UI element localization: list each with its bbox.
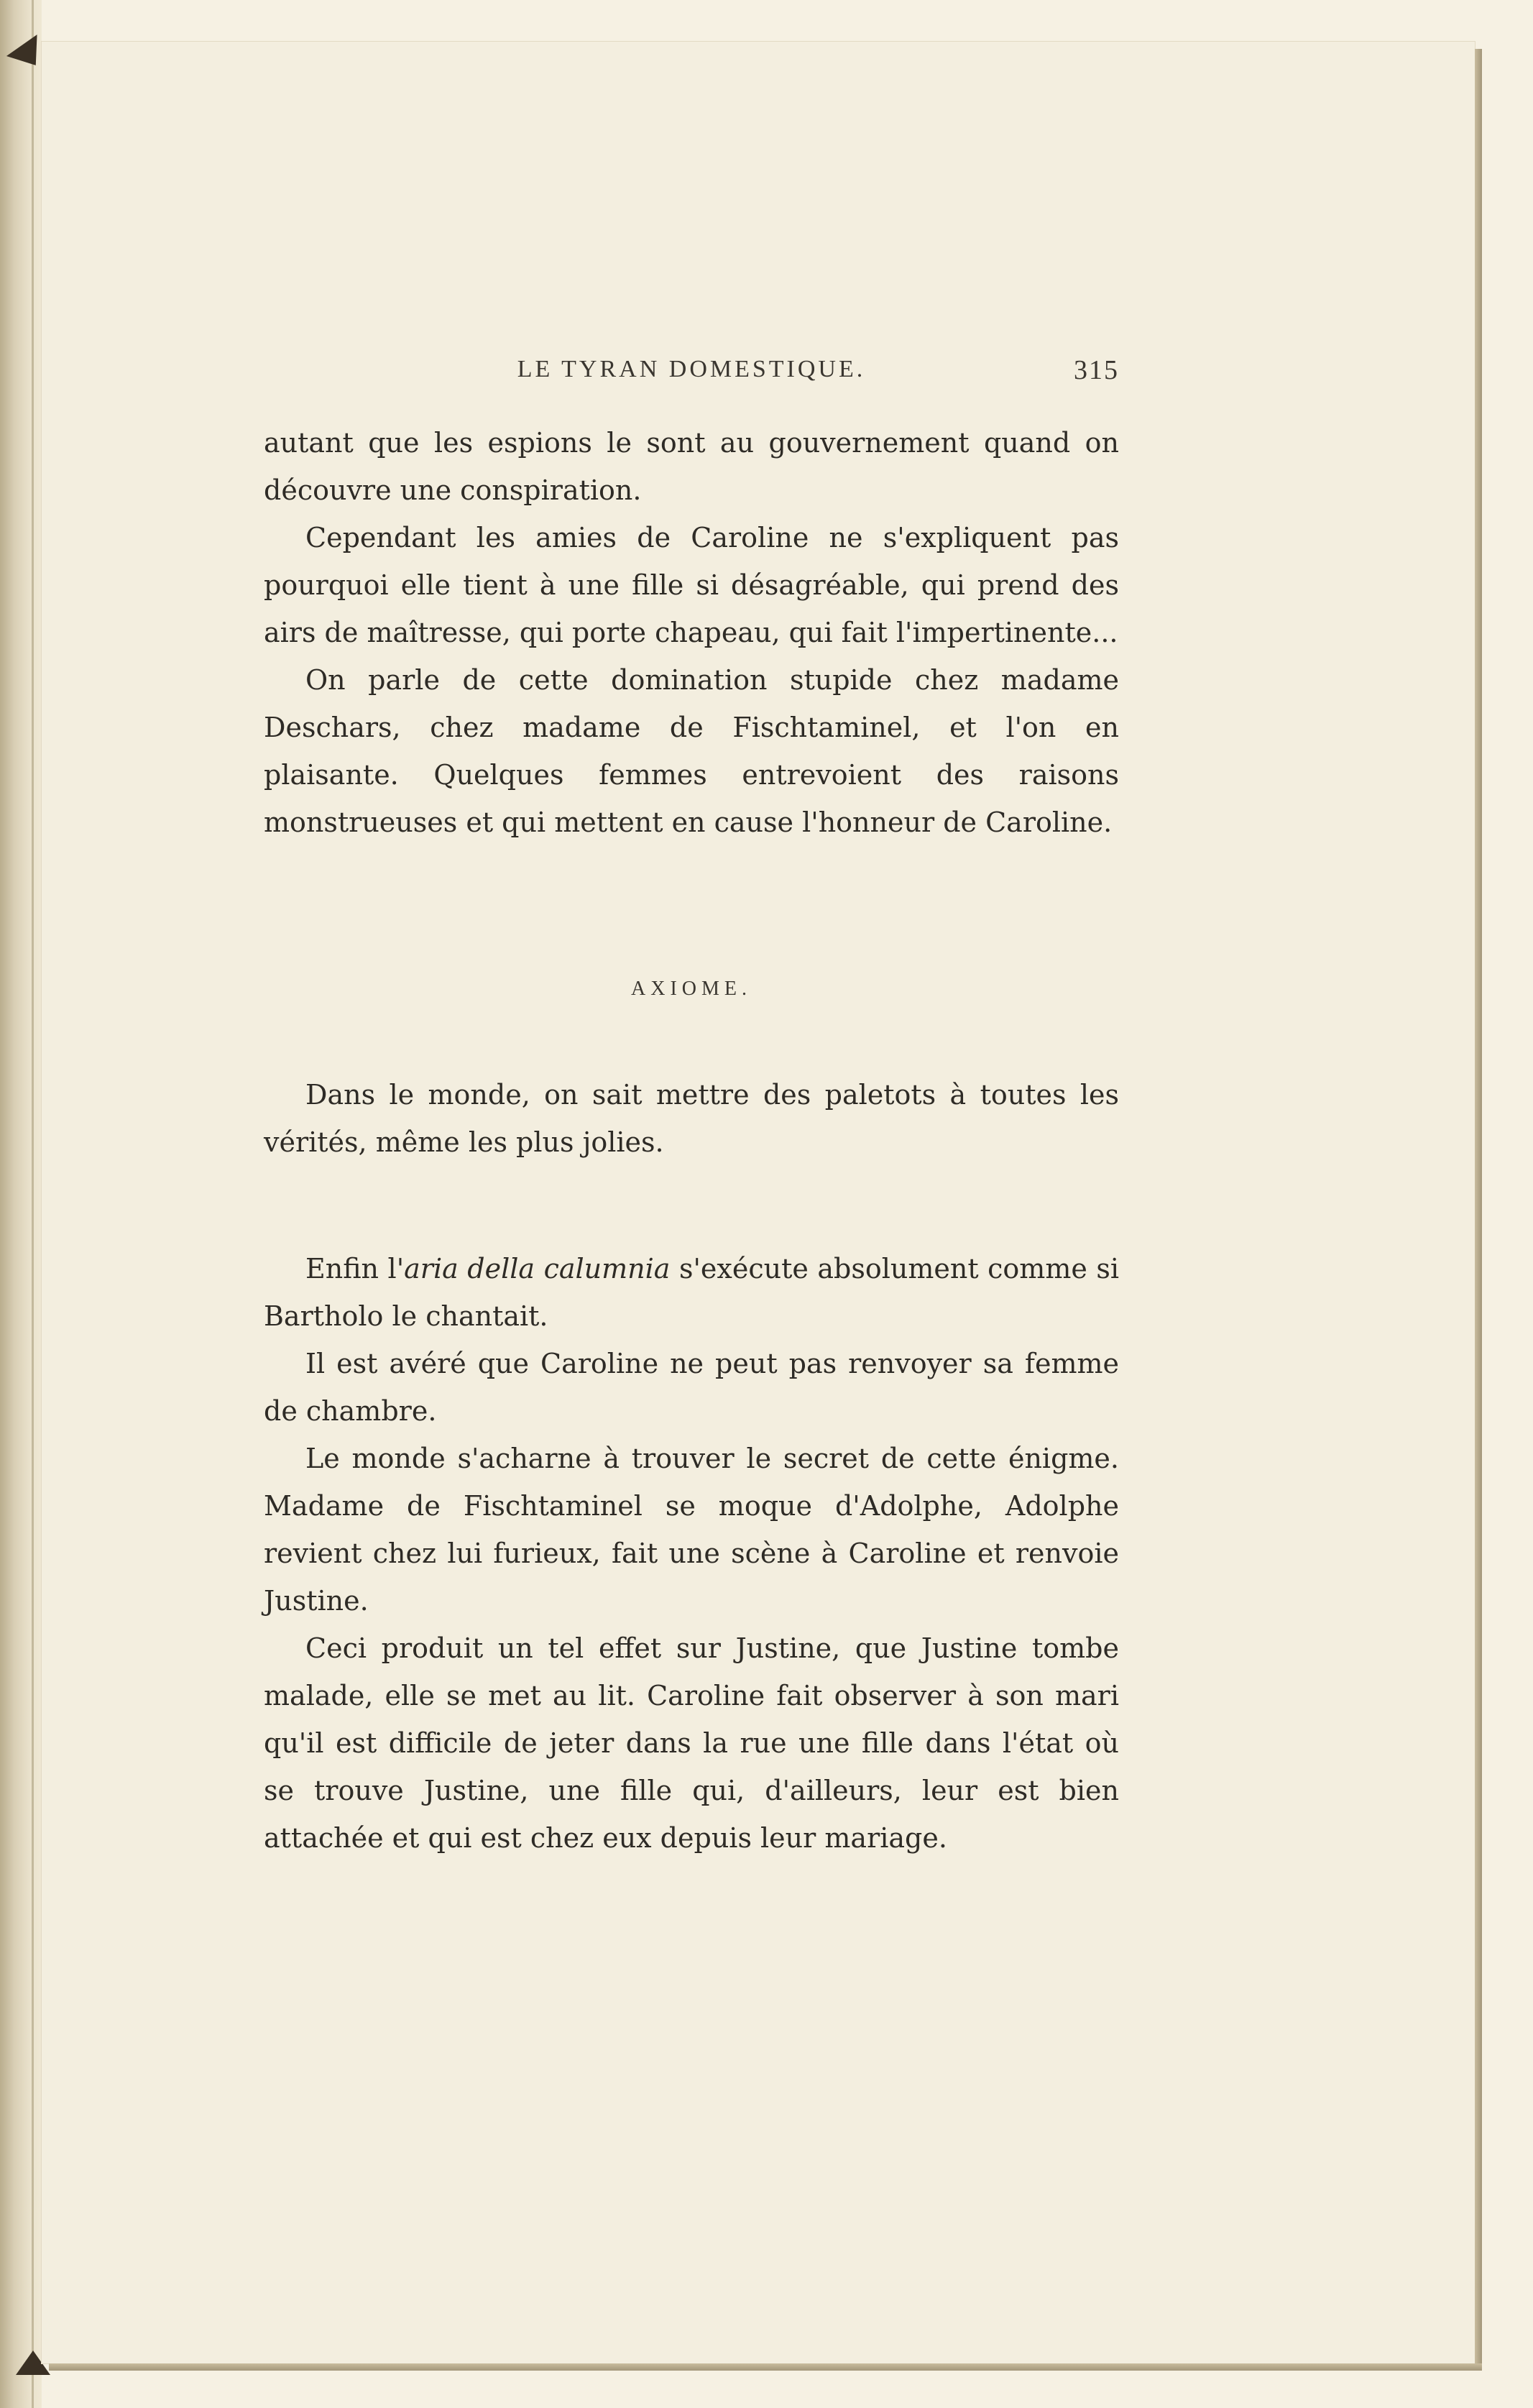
axiom-text: Dans le monde, on sait mettre des paletots à toutes les vérités, même les plus jolies. (264, 1079, 1119, 1158)
page-edge-bottom (49, 2363, 1482, 2371)
aria-after: s'exécute absolument comme si Bartholo le chantait. (264, 1253, 1119, 1332)
axiom-block (264, 1071, 1119, 1166)
aria-italic-title: aria della calumnia (404, 1253, 671, 1285)
gutter-fold-line (32, 0, 34, 2408)
paragraph-continuation: autant que les espions le sont au gouvernement quand on découvre une conspiration. (264, 427, 1119, 506)
running-title: LE TYRAN DOMESTIQUE. (517, 356, 866, 382)
page-number: 315 (1074, 355, 1119, 385)
paragraph: Ceci produit un tel effet sur Justine, que Justine tombe malade, elle se met au lit. Caroline fait observer à son mari qu'il est difficile de jeter dans la rue une fille dans l'état où se trouve Justine, une fille qui, d'ailleurs, leur est bien attachée et qui est chez eux depuis leur mariage. (264, 1632, 1119, 1854)
paragraph: Il est avéré que Caroline ne peut pas renvoyer sa femme de chambre. (264, 1348, 1119, 1427)
aria-before: Enfin l' (305, 1253, 405, 1285)
running-header (264, 354, 1119, 390)
section-1 (264, 419, 1119, 846)
book-gutter (0, 0, 42, 2408)
axiom-heading: AXIOME. (631, 978, 752, 1000)
paragraph: On parle de cette domination stupide chez madame Deschars, chez madame de Fischtaminel, et l'on en plaisante. Quelques femmes entrevoient des raisons monstrueuses et qui mettent en cause l'honneur de Caroline. (264, 664, 1119, 838)
paragraph-aria (264, 1245, 1119, 1340)
page-edge-right (1475, 49, 1482, 2371)
paragraph: Cependant les amies de Caroline ne s'expliquent pas pourquoi elle tient à une fille si désagréable, qui prend des airs de maîtresse, qui porte chapeau, qui fait l'impertinente... (264, 522, 1119, 648)
paragraph: Le monde s'acharne à trouver le secret de cette énigme. Madame de Fischtaminel se moque d'Adolphe, Adolphe revient chez lui furieux, fait une scène à Caroline et renvoie Justine. (264, 1443, 1119, 1617)
section-2 (264, 1245, 1119, 1862)
